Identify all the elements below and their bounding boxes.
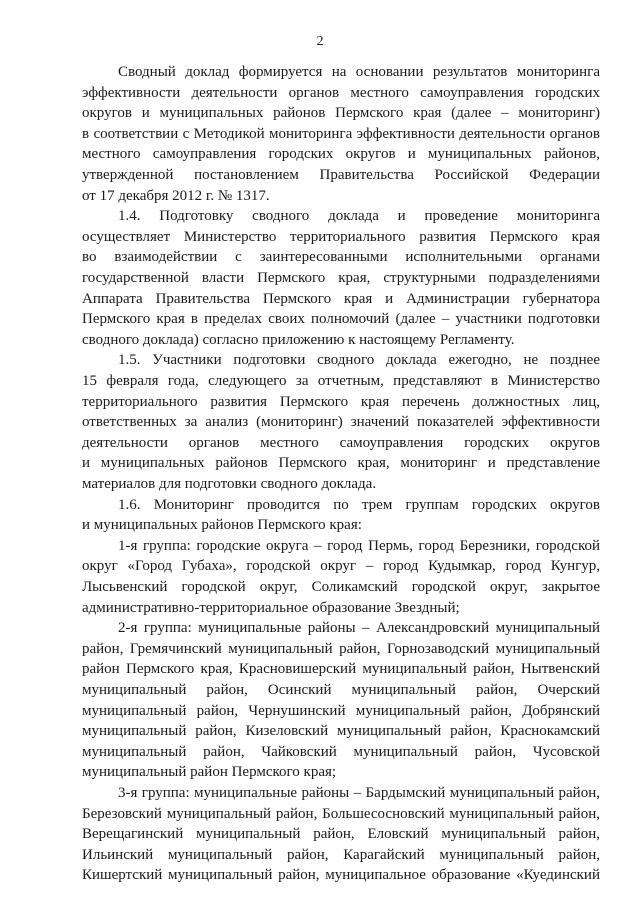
text-line: муниципальный район, Чернушинский муниципальный район, Добрянский [82, 702, 600, 719]
text-line: 2-я группа: муниципальные районы – Александровский муниципальный [118, 620, 600, 637]
text-line: сводного доклада) согласно приложению к настоящему Регламенту. [82, 331, 515, 348]
text-line: 3-я группа: муниципальные районы – Бардымский муниципальный район, [118, 785, 600, 801]
text-line: государственной власти Пермского края, структурными подразделениями [82, 270, 600, 286]
text-line: муниципальный район, Чайковский муниципальный район, Чусовской [82, 743, 600, 760]
text-line: осуществляет Министерство территориального развития Пермского края [82, 228, 600, 245]
text-line: Аппарата Правительства Пермского края и Администрации губернатора [82, 290, 600, 307]
text-line: ответственных за анализ (мониторинг) значений показателей эффективности [82, 414, 600, 431]
page-number: 2 [316, 34, 324, 49]
text-line: деятельности органов местного самоуправления городских округов [82, 434, 600, 451]
text-line: 1.5. Участники подготовки сводного доклада ежегодно, не позднее [118, 352, 600, 369]
text-line: в соответствии с Методикой мониторинга эффективности деятельности органов [82, 125, 600, 142]
text-line: округ «Город Губаха», городской округ – город Кудымкар, город Кунгур, [82, 558, 600, 575]
text-line: утвержденной постановлением Правительства Российской Федерации [82, 167, 600, 183]
text-line: материалов для подготовки сводного доклада. [82, 476, 377, 492]
text-line: Лысьвенский городской округ, Соликамский городской округ, закрытое [82, 579, 600, 595]
text-line: и муниципальных районов Пермского края, мониторинг и представление [82, 455, 600, 472]
text-line: 1.4. Подготовку сводного доклада и проведение мониторинга [118, 208, 600, 225]
text-line: территориального развития Пермского края перечень должностных лиц, [82, 393, 600, 410]
text-line: Сводный доклад формируется на основании результатов мониторинга [118, 64, 600, 80]
text-line: административно-территориальное образование Звездный; [82, 599, 460, 616]
text-line: Кишертский муниципальный район, муниципальное образование «Куединский [82, 867, 600, 884]
text-line: муниципальный район, Кизеловский муниципальный район, Краснокамский [82, 723, 600, 740]
text-line: муниципальный район Пермского края; [82, 764, 337, 781]
text-line: район Пермского края, Красновишерский муниципальный район, Нытвенский [82, 661, 600, 678]
text-line: муниципальный район, Осинский муниципальный район, Очерский [82, 682, 600, 698]
text-line: от 17 декабря 2012 г. № 1317. [82, 187, 270, 204]
text-line: Ильинский муниципальный район, Карагайский муниципальный район, [82, 846, 600, 863]
text-line: район, Гремячинский муниципальный район, Горнозаводский муниципальный [82, 640, 600, 657]
text-line: и муниципальных районов Пермского края: [82, 517, 362, 534]
text-line: эффективности деятельности органов местного самоуправления городских [82, 84, 600, 101]
text-line: Верещагинский муниципальный район, Еловский муниципальный район, [82, 826, 600, 843]
text-line: во взаимодействии с заинтересованными исполнительными органами [82, 249, 600, 266]
text-line: Березовский муниципальный район, Большесосновский муниципальный район, [82, 805, 600, 822]
text-line: 1.6. Мониторинг проводится по трем группам городских округов [118, 496, 600, 513]
text-line: Пермского края в пределах своих полномочий (далее – участники подготовки [82, 311, 600, 328]
text-line: округов и муниципальных районов Пермского края (далее – мониторинг) [82, 105, 600, 122]
text-line: 15 февраля года, следующего за отчетным, представляют в Министерство [82, 373, 600, 389]
text-line: 1-я группа: городские округа – город Пермь, город Березники, городской [118, 537, 600, 554]
text-line: местного самоуправления городских округов и муниципальных районов, [82, 146, 600, 163]
